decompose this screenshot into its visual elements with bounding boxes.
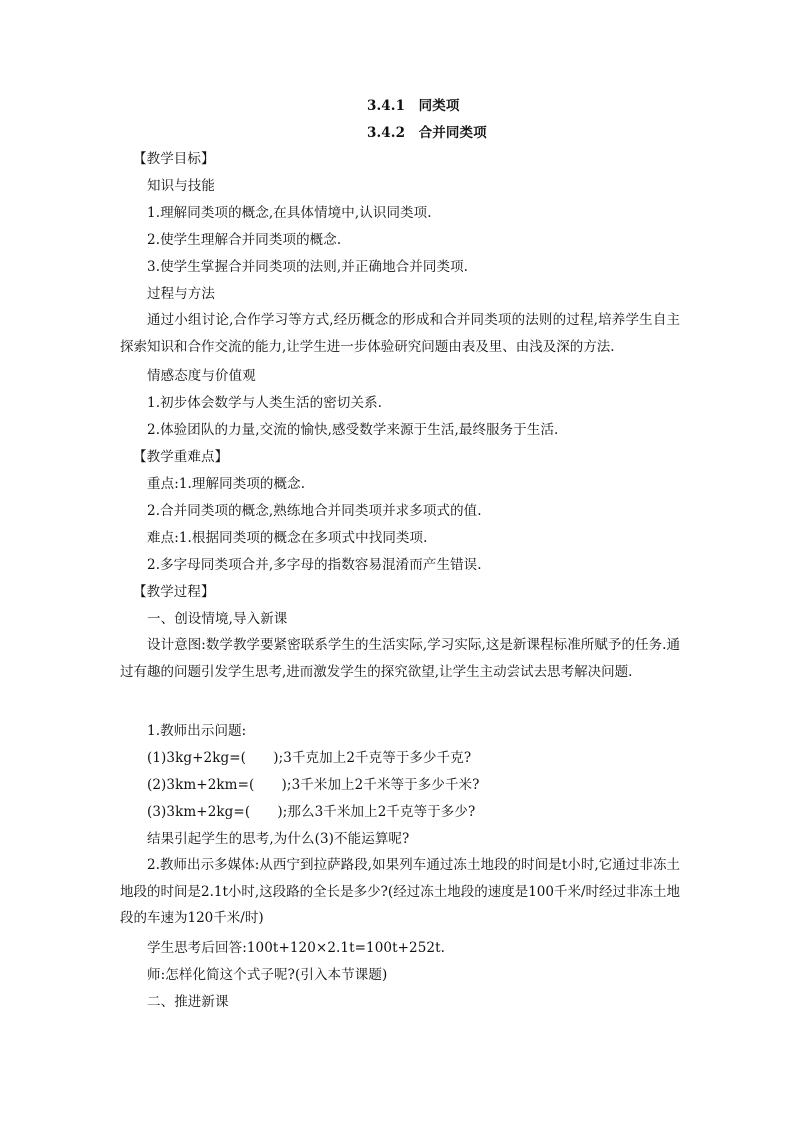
section-title-2: 3.4.2 合并同类项 xyxy=(367,125,487,141)
key-point-1: 重点:1.理解同类项的概念. xyxy=(147,476,306,492)
teacher-question: 师:怎样化简这个式子呢?(引入本节课题) xyxy=(147,967,388,983)
step-2-header: 二、推进新课 xyxy=(147,994,229,1010)
process-header: 过程与方法 xyxy=(147,286,215,302)
design-intent-paragraph: 设计意图:数学教学要紧密联系学生的生活实际,学习实际,这是新课程标准所赋予的任务.通过有趣的问题引发学生思考,进而激发学生的探究欲望,让学生主动尝试去思考解决问题. xyxy=(120,637,680,680)
process-paragraph: 通过小组讨论,合作学习等方式,经历概念的形成和合并同类项的法则的过程,培养学生自主探索知识和合作交流的能力,让学生进一步体验研究问题由表及里、由浅及深的方法. xyxy=(120,312,680,355)
goals-header: 【教学目标】 xyxy=(133,151,215,167)
emotion-item-2: 2.体验团队的力量,交流的愉快,感受数学来源于生活,最终服务于生活. xyxy=(147,422,559,438)
multimedia-paragraph: 2.教师出示多媒体:从西宁到拉萨路段,如果列车通过冻土地段的时间是t小时,它通过非冻土地段的时间是2.1t小时,这段路的全长是多少?(经过冻土地段的速度是100千米/时经过非冻土地段的车速为120千米/时) xyxy=(120,857,681,926)
knowledge-header: 知识与技能 xyxy=(147,178,215,194)
knowledge-item-2: 2.使学生理解合并同类项的概念. xyxy=(147,232,342,248)
section-title-1: 3.4.1 同类项 xyxy=(367,98,460,114)
question-3: (3)3km+2kg=( );那么3千米加上2千克等于多少? xyxy=(147,804,476,820)
procedure-header: 【教学过程】 xyxy=(133,584,215,600)
student-answer: 学生思考后回答:100t+120×2.1t=100t+252t. xyxy=(147,940,446,956)
question-1: (1)3kg+2kg=( );3千克加上2千克等于多少千克? xyxy=(147,750,472,766)
step-1-header: 一、创设情境,导入新课 xyxy=(147,611,288,627)
difficulty-1: 难点:1.根据同类项的概念在多项式中找同类项. xyxy=(147,530,428,546)
emotion-item-1: 1.初步体会数学与人类生活的密切关系. xyxy=(147,395,383,411)
knowledge-item-1: 1.理解同类项的概念,在具体情境中,认识同类项. xyxy=(147,205,432,221)
emotion-header: 情感态度与价值观 xyxy=(147,368,256,384)
question-result: 结果引起学生的思考,为什么(3)不能运算呢? xyxy=(147,831,410,847)
difficulty-2: 2.多字母同类项合并,多字母的指数容易混淆而产生错误. xyxy=(147,557,482,573)
key-difficulty-header: 【教学重难点】 xyxy=(133,449,229,465)
key-point-2: 2.合并同类项的概念,熟练地合并同类项并求多项式的值. xyxy=(147,503,482,519)
question-header: 1.教师出示问题: xyxy=(147,723,247,739)
knowledge-item-3: 3.使学生掌握合并同类项的法则,并正确地合并同类项. xyxy=(147,259,469,275)
question-2: (2)3km+2km=( );3千米加上2千米等于多少千米? xyxy=(147,777,480,793)
